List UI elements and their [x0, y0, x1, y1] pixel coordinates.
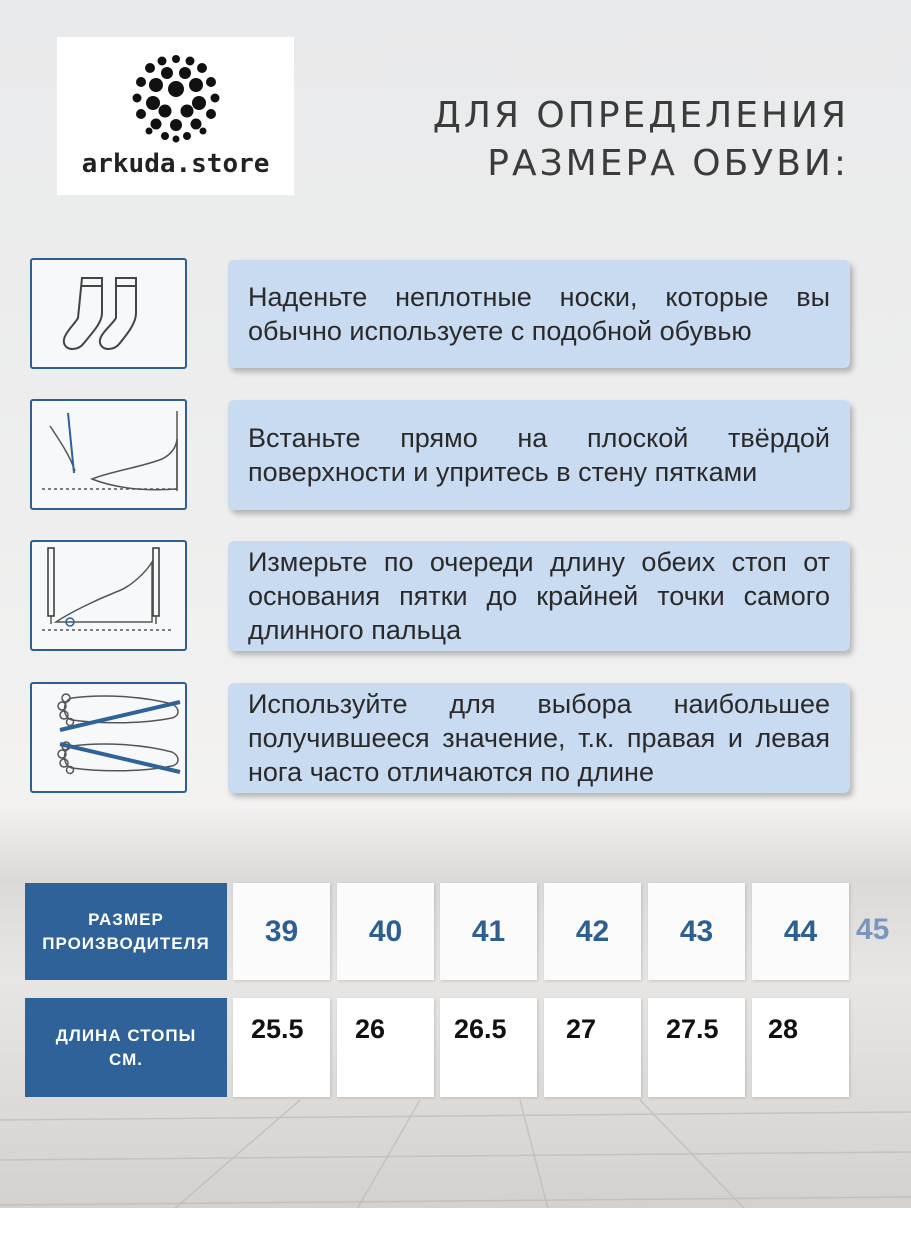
length-header-line-2: СМ. [109, 1049, 143, 1069]
step-2-text: Встаньте прямо на плоской твёрдой поверхности и упритесь в стену пятками [248, 423, 830, 487]
size-header [25, 883, 227, 980]
feet-tape-measure-icon [30, 682, 187, 793]
size-header-line-1: РАЗМЕР [88, 909, 164, 929]
length-cell: 28 [752, 998, 849, 1097]
brand-logo [57, 37, 294, 195]
length-cell: 26 [337, 998, 434, 1097]
size-cell: 43 [648, 883, 745, 980]
step-3-text-box [228, 541, 850, 651]
title-line-1: ДЛЯ ОПРЕДЕЛЕНИЯ [432, 95, 849, 136]
step-3-text: Измерьте по очереди длину обеих стоп от основания пятки до крайней точки самого длинного пальца [248, 547, 830, 645]
step-1-text-box [228, 260, 850, 368]
dotted-sphere-logo-icon [129, 51, 223, 145]
brand-name: arkuda.store [81, 149, 270, 179]
length-header [25, 998, 227, 1097]
length-cell: 26.5 [440, 998, 537, 1097]
step-4-text-box [228, 683, 850, 793]
title-line-2: РАЗМЕРА ОБУВИ: [487, 143, 849, 184]
size-cell: 39 [233, 883, 330, 980]
socks-icon [30, 258, 187, 369]
size-cell: 40 [337, 883, 434, 980]
length-cell: 27.5 [648, 998, 745, 1097]
size-cell: 41 [440, 883, 537, 980]
step-4-text: Используйте для выбора наибольшее получившееся значение, т.к. правая и левая нога часто отличаются по длине [248, 689, 830, 787]
step-1-text: Наденьте неплотные носки, которые вы обычно используете с подобной обувью [248, 282, 830, 346]
size-cell: 42 [544, 883, 641, 980]
page-title [429, 92, 849, 188]
length-cell: 27 [544, 998, 641, 1097]
step-2-text-box [228, 400, 850, 510]
length-cell: 25.5 [233, 998, 330, 1097]
bottom-margin [0, 1208, 911, 1256]
foot-measure-pencils-icon [30, 540, 187, 651]
foot-against-wall-icon [30, 399, 187, 510]
length-header-line-1: ДЛИНА СТОПЫ [55, 1025, 197, 1045]
extra-size-label: 45 [856, 913, 890, 946]
size-header-line-2: ПРОИЗВОДИТЕЛЯ [42, 933, 210, 953]
size-cell: 44 [752, 883, 849, 980]
